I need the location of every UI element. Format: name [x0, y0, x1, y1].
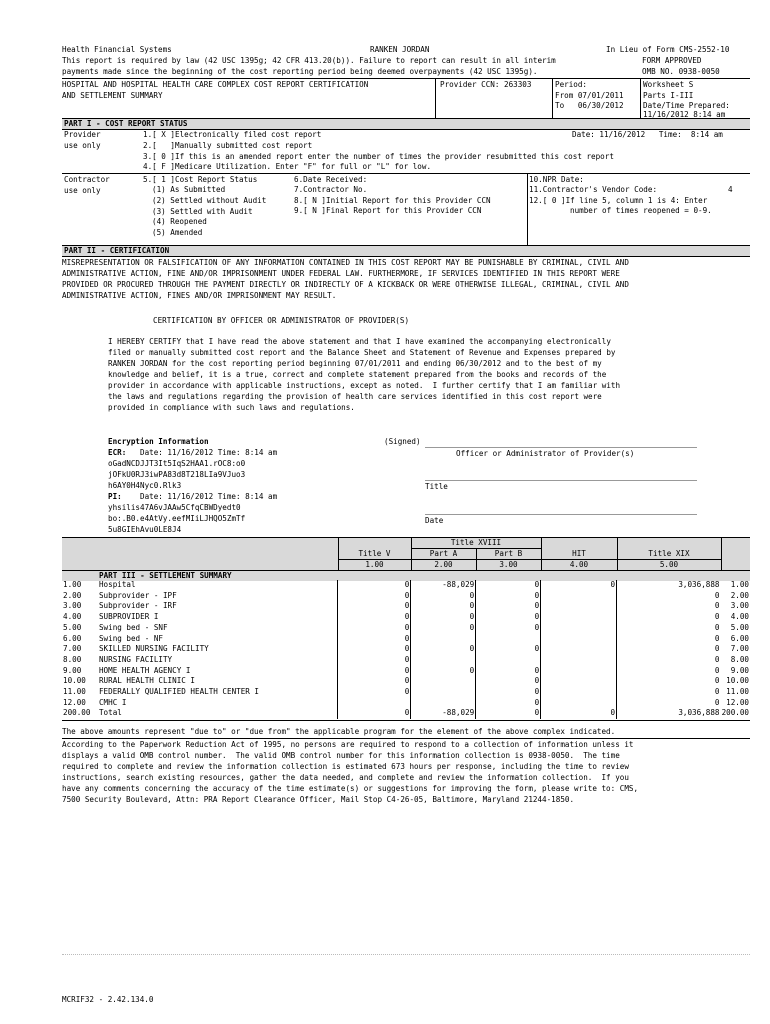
parts-label: Parts I-III [643, 91, 694, 100]
line-number: 3.00 [63, 601, 82, 611]
reopened-line-2: number of times reopened = 0-9. [570, 206, 712, 215]
cell-value: 0 [476, 623, 541, 634]
ecr-code-1: oGadNCDJJT3It5IqS2HAA1.rOC8:o0 [108, 459, 246, 468]
status-option-2: (2) Settled without Audit [152, 196, 267, 205]
cell-value: 0 [476, 666, 541, 677]
date-received: 6.Date Received: [294, 175, 368, 184]
paperwork-line-3: required to complete and review the information collection is estimated 673 hours per response, including the time to review [62, 762, 629, 771]
paperwork-line-1: According to the Paperwork Reduction Act of 1995, no persons are required to respond to a collection of information unless it [62, 740, 634, 749]
col-title-xix: Title XIX [648, 549, 690, 558]
line-number: 6.00 [63, 633, 82, 643]
cell-value: 3,036,888 [617, 708, 721, 719]
line-number: 10.00 [63, 676, 86, 686]
reopened-line: 12.[ 0 ]If line 5, column 1 is 4: Enter [529, 196, 708, 205]
divider [552, 78, 553, 118]
cell-value: 0 [411, 591, 476, 602]
title-xviii-header: Title XVIII [450, 538, 502, 547]
cell-value [541, 634, 617, 645]
org-name: Health Financial Systems [62, 45, 172, 54]
row-label: CMHC I [98, 697, 127, 707]
ecr-date: Date: 11/16/2012 Time: 8:14 am [140, 448, 278, 457]
row-label: Swing bed - NF [98, 633, 163, 643]
divider [62, 720, 750, 721]
part2-title: PART II - CERTIFICATION [64, 246, 170, 255]
provider-use-label: Provider [64, 130, 101, 139]
row-label: HOME HEALTH AGENCY I [98, 665, 191, 675]
col-num-2: 2.00 [434, 560, 453, 569]
line-number-right: 9.00 [730, 665, 749, 675]
settlement-summary-table [62, 580, 750, 719]
cell-value: 0 [617, 698, 721, 709]
cell-value [411, 676, 476, 687]
signature-line [425, 447, 697, 448]
row-label: Hospital [98, 580, 136, 589]
cert-text-1: I HEREBY CERTIFY that I have read the above statement and that I have examined the accompanying electronically [108, 337, 611, 346]
divider [62, 954, 750, 955]
provider-name: RANKEN JORDAN [370, 45, 430, 54]
table-row [62, 666, 750, 677]
table-row [62, 591, 750, 602]
paperwork-line-6: 7500 Security Boulevard, Attn: PRA Report Clearance Officer, Mail Stop C4-26-05, Baltimore, Maryland 21244-1850. [62, 795, 575, 804]
cell-value: 0 [411, 612, 476, 623]
form-approved: FORM APPROVED [642, 56, 702, 65]
cell-value: 0 [617, 612, 721, 623]
report-title-2: AND SETTLEMENT SUMMARY [62, 91, 163, 100]
line-number-right: 1.00 [730, 580, 749, 589]
divider [721, 537, 722, 570]
line-number: 8.00 [63, 654, 82, 664]
title-line [425, 480, 697, 481]
officer-label: Officer or Administrator of Provider(s) [456, 449, 635, 458]
col-part-b: Part B [494, 549, 523, 558]
part3-title: PART III - SETTLEMENT SUMMARY [99, 571, 232, 580]
cell-value [541, 666, 617, 677]
cell-value: 0 [476, 687, 541, 698]
divider [62, 537, 750, 538]
col-hit: HIT [572, 549, 586, 558]
status-option-3: (3) Settled with Audit [152, 207, 253, 216]
cert-text-5: provider in accordance with applicable instructions, except as noted. I further certify that I am familiar with [108, 381, 621, 390]
cell-value: 0 [617, 623, 721, 634]
date-line [425, 514, 697, 515]
cell-value [338, 698, 411, 709]
row-label: Subprovider - IPF [98, 590, 177, 600]
divider [527, 173, 528, 245]
cert-text-7: provided in compliance with such laws and regulations. [108, 403, 355, 412]
title-label: Title [425, 482, 448, 491]
table-row [62, 612, 750, 623]
vendor-code: 11.Contractor's Vendor Code: [529, 185, 658, 194]
cell-value [541, 623, 617, 634]
status-line-4: 4.[ F ]Medicare Utilization. Enter "F" for full or "L" for low. [143, 162, 432, 171]
line-number-right: 2.00 [730, 590, 749, 600]
status-option-1: (1) As Submitted [152, 185, 226, 194]
row-label: Subprovider - IRF [98, 601, 177, 611]
col-num-3: 3.00 [499, 560, 518, 569]
cell-value: 0 [411, 623, 476, 634]
settlement-note: The above amounts represent "due to" or "due from" the applicable program for the element of the above complex indicated. [62, 727, 616, 736]
table-row [62, 601, 750, 612]
line-number: 5.00 [63, 622, 82, 632]
cell-value: 0 [338, 676, 411, 687]
cell-value [541, 655, 617, 666]
encryption-heading: Encryption Information [108, 437, 209, 446]
cell-value: 0 [338, 580, 411, 591]
cell-value: 0 [617, 676, 721, 687]
cell-value: 0 [338, 634, 411, 645]
npr-date: 10.NPR Date: [529, 175, 584, 184]
cell-value [476, 655, 541, 666]
cell-value [541, 687, 617, 698]
table-row [62, 687, 750, 698]
line-number-right: 6.00 [730, 633, 749, 643]
cell-value: -88,029 [411, 580, 476, 591]
row-label: SKILLED NURSING FACILITY [98, 644, 209, 654]
ecr-code-2: jOFkU0RJ3iwPA83d8T218LIa9VJuo3 [108, 470, 246, 479]
line-number-right: 3.00 [730, 601, 749, 611]
table-row [62, 676, 750, 687]
cell-value [411, 655, 476, 666]
cell-value: 0 [476, 676, 541, 687]
table-row [62, 580, 750, 591]
vendor-code-value: 4 [728, 185, 733, 194]
cell-value: 0 [338, 708, 411, 719]
col-num-4: 4.00 [569, 560, 589, 569]
cell-value: 0 [338, 655, 411, 666]
status-option-4: (4) Reopened [152, 217, 207, 226]
worksheet-label: Worksheet S [643, 80, 694, 89]
cell-value: 0 [617, 655, 721, 666]
row-label: SUBPROVIDER I [98, 612, 159, 622]
cell-value: 0 [338, 601, 411, 612]
cert-text-2: filed or manually submitted cost report and the Balance Sheet and Statement of Revenue and Expenses prepared by [108, 348, 616, 357]
software-version: MCRIF32 - 2.42.134.0 [62, 995, 154, 1004]
cell-value: 3,036,888 [617, 580, 721, 591]
paperwork-line-4: instructions, search existing resources, gather the data needed, and complete and review the information collection. If you [62, 773, 629, 782]
cell-value: 0 [476, 644, 541, 655]
cell-value: 0 [541, 580, 617, 591]
provider-ccn: Provider CCN: 263303 [440, 80, 532, 89]
cell-value: 0 [411, 666, 476, 677]
cell-value: 0 [476, 591, 541, 602]
ecr-code-3: h6AY0H4Nyc0.Rlk3 [108, 481, 182, 490]
row-label: RURAL HEALTH CLINIC I [98, 676, 195, 686]
row-label: Swing bed - SNF [98, 622, 168, 632]
status-option-5: (5) Amended [152, 228, 203, 237]
cell-value: 0 [338, 623, 411, 634]
ecr-label: ECR: [108, 448, 127, 457]
cell-value [541, 644, 617, 655]
warning-line-2: ADMINISTRATIVE ACTION, FINE AND/OR IMPRISONMENT UNDER FEDERAL LAW. FURTHERMORE, IF SERVICES IDENTIFIED IN THIS REPORT WERE [62, 269, 620, 278]
divider [62, 78, 750, 79]
provider-use-label-2: use only [64, 141, 101, 150]
row-label: NURSING FACILITY [98, 654, 173, 664]
cell-value: 0 [338, 666, 411, 677]
divider [62, 256, 750, 257]
cell-value: 0 [617, 687, 721, 698]
paperwork-line-5: have any comments concerning the accuracy of the time estimate(s) or suggestions for improving the form, please write to: CMS, [62, 784, 639, 793]
cell-value: 0 [411, 601, 476, 612]
table-row [62, 623, 750, 634]
line-number-right: 10.00 [726, 676, 749, 686]
cell-value: 0 [617, 634, 721, 645]
cell-value: 0 [338, 591, 411, 602]
report-title: HOSPITAL AND HOSPITAL HEALTH CARE COMPLEX COST REPORT CERTIFICATION [62, 80, 369, 89]
row-label: Total [98, 708, 122, 718]
cell-value: 0 [617, 601, 721, 612]
line-number-right: 4.00 [730, 612, 749, 622]
period-to: To 06/30/2012 [555, 101, 624, 110]
cell-value: 0 [476, 708, 541, 719]
table-row [62, 655, 750, 666]
cost-report-status: 5.[ 1 ]Cost Report Status [143, 175, 258, 184]
line-number: 4.00 [63, 612, 82, 622]
cell-value [411, 698, 476, 709]
col-num-5: 5.00 [659, 560, 679, 569]
line-number-right: 11.00 [726, 687, 749, 697]
signed-label: (Signed) [384, 437, 421, 446]
cell-value: 0 [617, 644, 721, 655]
divider [62, 173, 750, 174]
table-row [62, 698, 750, 709]
line-number-right: 7.00 [730, 644, 749, 654]
date-prepared-label: Date/Time Prepared: [643, 101, 730, 110]
line-number: 7.00 [63, 644, 82, 654]
table-row [62, 708, 750, 719]
divider [435, 78, 436, 118]
table-row [62, 634, 750, 645]
contractor-no: 7.Contractor No. [294, 185, 368, 194]
final-report: 9.[ N ]Final Report for this Provider CCN [294, 206, 482, 215]
pi-label: PI: [108, 492, 122, 501]
form-reference: In Lieu of Form CMS-2552-10 [606, 45, 730, 54]
cell-value [541, 612, 617, 623]
cell-value [476, 634, 541, 645]
col-part-a: Part A [429, 549, 458, 558]
line-number: 12.00 [63, 697, 86, 707]
line-number: 9.00 [63, 665, 82, 675]
cell-value [541, 676, 617, 687]
date-prepared: 11/16/2012 8:14 am [643, 110, 726, 119]
line-number-right: 5.00 [730, 622, 749, 632]
filed-date-time: Date: 11/16/2012 Time: 8:14 am [572, 130, 723, 139]
cell-value: 0 [338, 687, 411, 698]
cell-value: -88,029 [411, 708, 476, 719]
cell-value: 0 [476, 612, 541, 623]
cert-text-6: the laws and regulations regarding the provision of health care services identified in this cost report were [108, 392, 602, 401]
cell-value: 0 [476, 580, 541, 591]
status-line-2: 2.[ ]Manually submitted cost report [143, 141, 313, 150]
cell-value: 0 [338, 644, 411, 655]
warning-line-4: ADMINISTRATIVE ACTION, FINES AND/OR IMPRISONMENT MAY RESULT. [62, 291, 337, 300]
col-num-1: 1.00 [365, 560, 384, 569]
paperwork-line-2: displays a valid OMB control number. The valid OMB control number for this information collection is 0938-0050. The time [62, 751, 620, 760]
cert-text-3: RANKEN JORDAN for the cost reporting period beginning 07/01/2011 and ending 06/30/2012 and to the best of my [108, 359, 602, 368]
cell-value: 0 [617, 666, 721, 677]
line-number: 11.00 [63, 687, 86, 697]
cell-value: 0 [541, 708, 617, 719]
period-from: From 07/01/2011 [555, 91, 624, 100]
line-number-right: 200.00 [721, 708, 749, 718]
cell-value: 0 [338, 612, 411, 623]
contractor-use-label: Contractor [64, 175, 110, 184]
omb-number: OMB NO. 0938-0050 [642, 67, 720, 76]
pi-code-1: yhsilis47A6vJAAw5CfqCBWDyedt0 [108, 503, 241, 512]
col-title-v: Title V [358, 549, 391, 558]
cell-value: 0 [476, 698, 541, 709]
divider [640, 78, 641, 118]
line-number: 1.00 [63, 580, 82, 589]
initial-report: 8.[ N ]Initial Report for this Provider CCN [294, 196, 491, 205]
line-number-right: 8.00 [730, 654, 749, 664]
status-line-3: 3.[ 0 ]If this is an amended report enter the number of times the provider resubmitted this cost report [143, 152, 614, 161]
period-label: Period: [555, 80, 588, 89]
certification-heading: CERTIFICATION BY OFFICER OR ADMINISTRATOR OF PROVIDER(S) [153, 316, 410, 325]
cell-value [541, 698, 617, 709]
pi-code-2: bo:.B0.e4AtVy.eefMIiLJHQO5ZmTf [108, 514, 246, 523]
cell-value [541, 601, 617, 612]
cell-value: 0 [617, 591, 721, 602]
cert-text-4: knowledge and belief, it is a true, correct and complete statement prepared from the books and records of the [108, 370, 607, 379]
pi-date: Date: 11/16/2012 Time: 8:14 am [140, 492, 278, 501]
cell-value [411, 634, 476, 645]
row-label: FEDERALLY QUALIFIED HEALTH CENTER I [98, 687, 259, 697]
line-number-right: 12.00 [726, 697, 749, 707]
line-number: 200.00 [63, 708, 91, 718]
table-row [62, 644, 750, 655]
cell-value [411, 687, 476, 698]
legal-notice-line-1: This report is required by law (42 USC 1395g; 42 CFR 413.20(b)). Failure to report can result in all interim [62, 56, 556, 65]
date-label: Date [425, 516, 444, 525]
cell-value: 0 [476, 601, 541, 612]
part1-title: PART I - COST REPORT STATUS [64, 119, 188, 128]
divider [62, 738, 750, 739]
warning-line-3: PROVIDED OR PROCURED THROUGH THE PAYMENT DIRECTLY OR INDIRECTLY OF A KICKBACK OR WERE OTHERWISE ILLEGAL, CRIMINAL, CIVIL AND [62, 280, 629, 289]
cell-value [541, 591, 617, 602]
warning-line-1: MISREPRESENTATION OR FALSIFICATION OF ANY INFORMATION CONTAINED IN THIS COST REPORT MAY BE PUNISHABLE BY CRIMINAL, CIVIL AND [62, 258, 629, 267]
legal-notice-line-2: payments made since the beginning of the cost reporting period being deemed overpayments (42 USC 1395g). [62, 67, 538, 76]
pi-code-3: 5u8GIEhAvu0LE8J4 [108, 525, 182, 534]
contractor-use-label-2: use only [64, 186, 101, 195]
line-number: 2.00 [63, 590, 82, 600]
status-line-1: 1.[ X ]Electronically filed cost report [143, 130, 322, 139]
cell-value: 0 [411, 644, 476, 655]
